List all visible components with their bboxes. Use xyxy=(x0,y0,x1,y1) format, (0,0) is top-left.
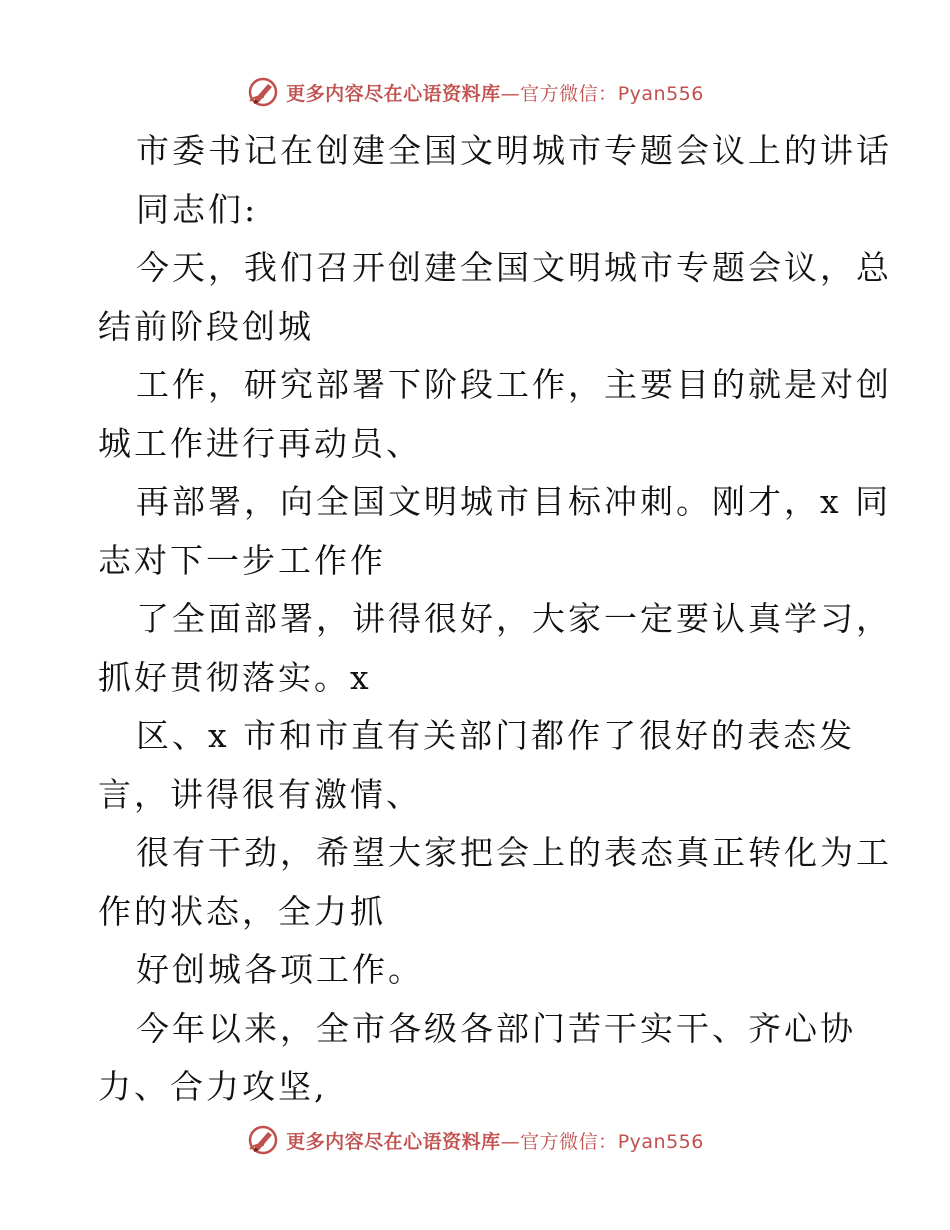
banner-site-name: 更多内容尽在心语资料库 xyxy=(286,1130,501,1153)
banner-wechat-id: Pyan556 xyxy=(617,1130,704,1153)
banner-text xyxy=(286,79,704,106)
header-banner xyxy=(0,72,950,112)
text-line: 城工作进行再动员、 xyxy=(98,423,422,463)
banner-wechat-id: Pyan556 xyxy=(617,82,704,105)
text-line: 今天，我们召开创建全国文明城市专题会议，总 xyxy=(136,248,892,287)
text-line: 了全面部署，讲得很好，大家一定要认真学习， xyxy=(136,599,892,638)
text-line: 很有干劲，希望大家把会上的表态真正转化为工 xyxy=(136,833,892,872)
banner-text xyxy=(286,1127,704,1154)
banner-dash: — xyxy=(500,1130,521,1153)
text-line: 工作，研究部署下阶段工作，主要目的就是对创 xyxy=(136,365,892,404)
text-line: 结前阶段创城 xyxy=(98,306,314,346)
pen-logo-icon xyxy=(246,1123,280,1157)
banner-dash: — xyxy=(500,82,521,105)
text-line: 言，讲得很有激情、 xyxy=(98,774,422,814)
text-line: 作的状态，全力抓 xyxy=(98,891,386,931)
text-line: 区、x 市和市直有关部门都作了很好的表态发 xyxy=(136,716,856,755)
banner-wechat-label: 官方微信： xyxy=(520,1130,618,1153)
document-body xyxy=(98,122,892,1117)
footer-banner xyxy=(0,1120,950,1160)
banner-site-name: 更多内容尽在心语资料库 xyxy=(286,82,501,105)
pen-logo-icon xyxy=(246,75,280,109)
text-line: 再部署，向全国文明城市目标冲刺。刚才，x 同 xyxy=(136,482,892,521)
text-line: 今年以来，全市各级各部门苦干实干、齐心协 xyxy=(136,1008,856,1048)
text-line: 好创城各项工作。 xyxy=(136,950,424,989)
text-line: 市委书记在创建全国文明城市专题会议上的讲话 xyxy=(136,131,892,170)
text-line: 抓好贯彻落实。x xyxy=(98,657,372,697)
text-line: 力、合力攻坚, xyxy=(98,1067,328,1106)
text-line: 志对下一步工作作 xyxy=(98,540,386,580)
banner-wechat-label: 官方微信： xyxy=(520,82,618,105)
text-line: 同志们: xyxy=(136,189,259,229)
